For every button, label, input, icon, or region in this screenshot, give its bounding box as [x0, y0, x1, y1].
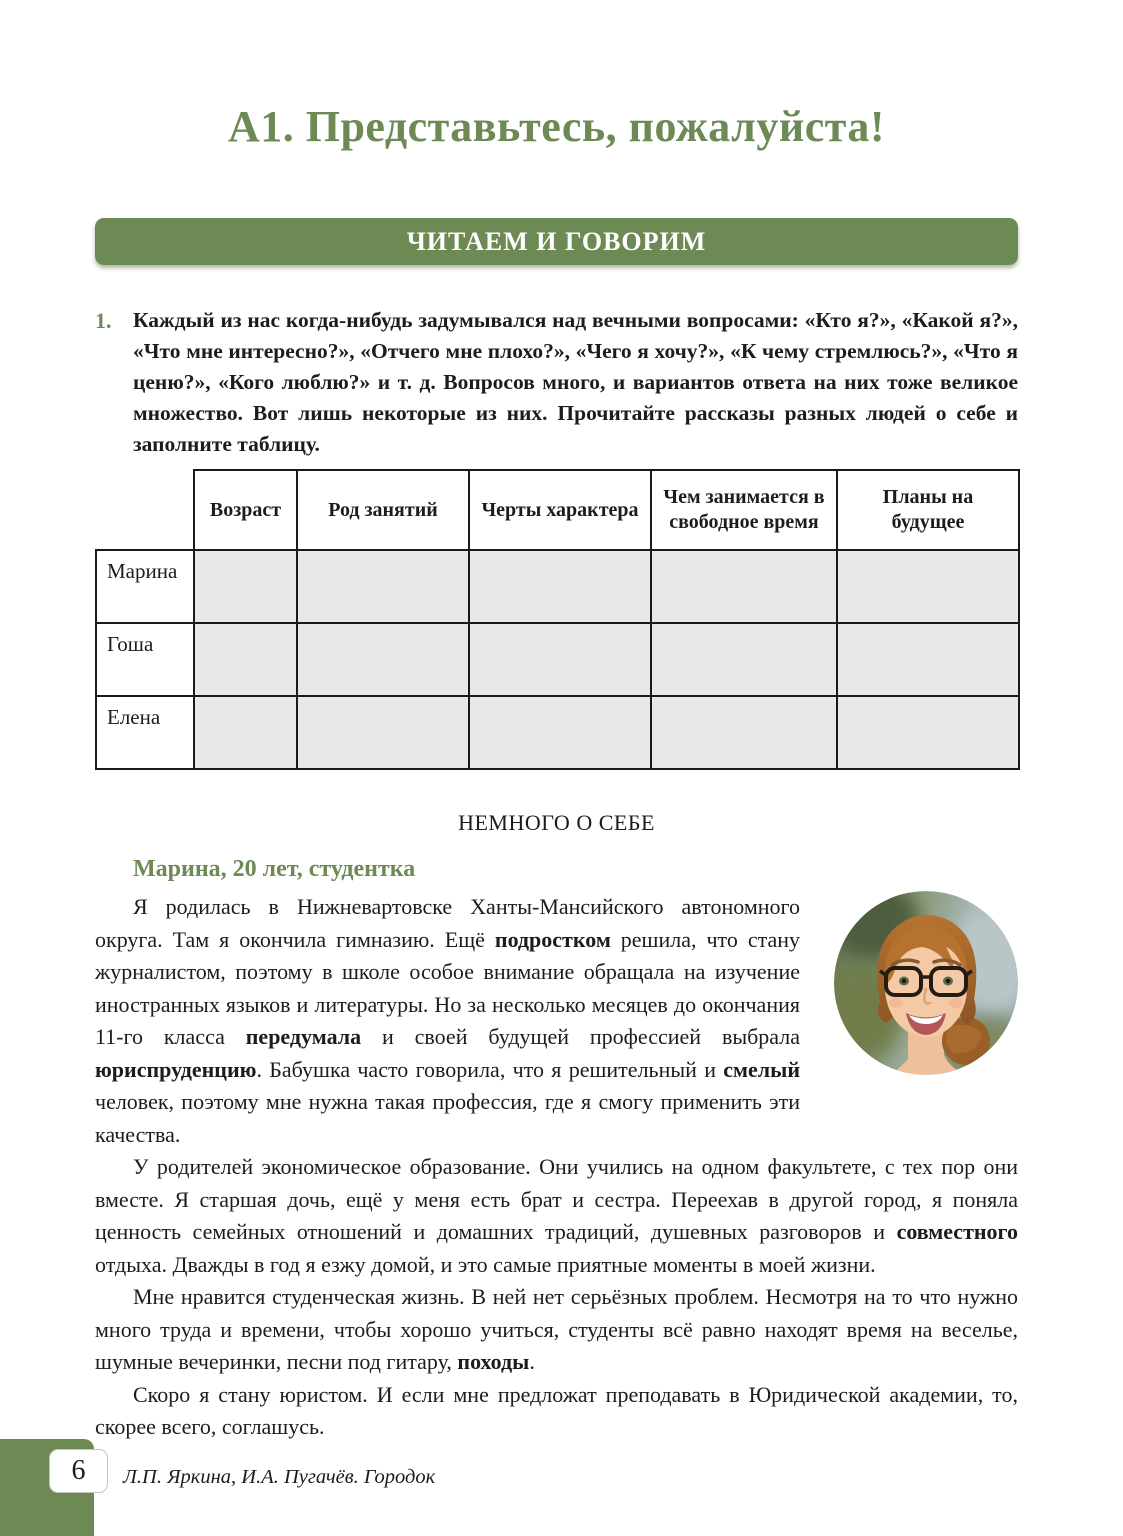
exercise-number: 1. [95, 308, 112, 333]
blank-cell [194, 550, 297, 623]
row-label-marina: Марина [96, 550, 194, 623]
blank-cell [837, 623, 1019, 696]
blank-cell [194, 623, 297, 696]
column-header-character: Черты характера [469, 470, 651, 550]
section-banner [95, 218, 1018, 265]
column-header-plans: Планы на будущее [837, 470, 1019, 550]
page-number-box [49, 1449, 108, 1493]
story-paragraph: У родителей экономическое образование. Они учились на одном факультете, с тех пор они вместе. Я старшая дочь, ещё у меня есть брат и сестра. Переехав в другой город, я поняла ценность семейных отношений и домашних традиций, душевных разговоров и совместного отдыха. Дважды в год я езжу домой, и это самые приятные моменты в моей жизни. [95, 1154, 1018, 1277]
exercise-1 [95, 305, 1018, 460]
blank-cell [469, 550, 651, 623]
story-subheading: Марина, 20 лет, студентка [133, 856, 416, 882]
banner-label: ЧИТАЕМ И ГОВОРИМ [406, 226, 707, 256]
blank-cell [194, 696, 297, 769]
marina-portrait-photo [834, 891, 1018, 1075]
row-label-gosha: Гоша [96, 623, 194, 696]
column-header-occupation: Род занятий [297, 470, 469, 550]
story-paragraph: Мне нравится студенческая жизнь. В ней нет серьёзных проблем. Несмотря на то что нужно много труда и времени, чтобы хорошо учиться, студенты всё равно находят время на веселье, шумные вечеринки, песни под гитару, походы. [95, 1284, 1018, 1374]
portrait-illustration [834, 891, 1018, 1075]
blank-cell [837, 550, 1019, 623]
table-header-row [96, 470, 1019, 550]
book-attribution: Л.П. Яркина, И.А. Пугачёв. Городок [123, 1466, 436, 1488]
exercise-instructions: Каждый из нас когда-нибудь задумывался над вечными вопросами: «Кто я?», «Какой я?», «Что мне интересно?», «Отчего мне плохо?», «Чего я хочу?», «К чему стремлюсь?», «Что я ценю?», «Кого люблю?» и т. д. Вопросов много, и вариантов ответа на них тоже великое множество. Вот лишь некоторые из них. Прочитайте рассказы разных людей о себе и заполните таблицу. [133, 308, 1018, 456]
blank-cell [651, 550, 837, 623]
table-row-gosha [96, 623, 1019, 696]
story-paragraph: Я родилась в Нижневартовске Ханты-Мансийского автономного округа. Там я окончила гимназию. Ещё подростком решила, что стану журналистом, поэтому в школе особое внимание обращала на изучение иностранных языков и литературы. Но за несколько месяцев до окончания 11-го класса передумала и своей будущей профессией выбрала юриспруденцию. Бабушка часто говорила, что я решительный и смелый человек, поэтому мне нужна такая профессия, где я смогу применить эти качества. [95, 894, 801, 1147]
row-label-elena: Елена [96, 696, 194, 769]
table-row-elena [96, 696, 1019, 769]
column-header-freetime: Чем занимается в свободное время [651, 470, 837, 550]
blank-cell [651, 623, 837, 696]
blank-cell [651, 696, 837, 769]
story-block [95, 891, 1018, 1444]
page-title: А1. Представьтесь, пожалуйста! [227, 102, 886, 151]
story-paragraph: Скоро я стану юристом. И если мне предложат преподавать в Юридической академии, то, скорее всего, соглашусь. [95, 1381, 1018, 1439]
section-heading: НЕМНОГО О СЕБЕ [458, 810, 655, 835]
blank-cell [469, 623, 651, 696]
table-row-marina [96, 550, 1019, 623]
blank-cell [297, 696, 469, 769]
blank-cell [837, 696, 1019, 769]
blank-cell [297, 623, 469, 696]
column-header-age: Возраст [194, 470, 297, 550]
fill-in-table [95, 469, 1020, 770]
table-corner-cell [96, 470, 194, 550]
blank-cell [469, 696, 651, 769]
blank-cell [297, 550, 469, 623]
page-number: 6 [71, 1455, 86, 1486]
